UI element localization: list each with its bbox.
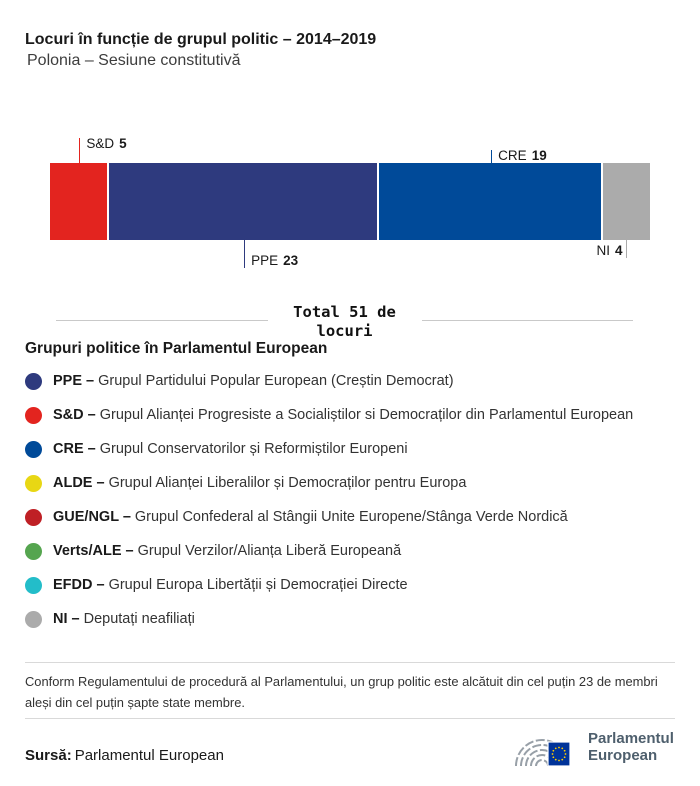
legend-item-vertsale xyxy=(25,534,685,568)
legend-dot-ppe xyxy=(25,373,42,390)
bar-segment-ppe xyxy=(109,163,378,240)
callout-sd xyxy=(79,136,127,163)
footnote: Conform Regulamentului de procedură al Parlamentului, un grup politic este alcătuit din cel puțin 23 de membri aleși din cel puțin șapte state membre. xyxy=(25,674,658,710)
legend-item-name: Grupul Confederal al Stângii Unite Europene/Stânga Verde Nordică xyxy=(134,508,568,525)
page-subtitle: Polonia – Sesiune constitutivă xyxy=(27,52,241,69)
legend-item-abbr: EFDD – xyxy=(53,576,105,593)
ep-logo xyxy=(514,724,674,770)
legend-item-text xyxy=(53,373,454,390)
legend-item-ppe xyxy=(25,364,685,398)
callout-label-cre xyxy=(498,149,547,163)
legend-dot-vertsale xyxy=(25,543,42,560)
legend-item-ni xyxy=(25,602,685,636)
eu-flag-star xyxy=(558,760,560,762)
bar-segment-sd xyxy=(50,163,107,240)
callout-seat-count: 4 xyxy=(614,243,623,258)
callout-seat-count: 23 xyxy=(283,253,299,268)
eu-flag-star xyxy=(552,750,554,752)
legend-item-text xyxy=(53,475,466,492)
legend-item-abbr: CRE – xyxy=(53,440,96,457)
legend-item-name: Grupul Conservatorilor și Reformiștilor Europeni xyxy=(99,440,408,457)
bar-segment-ni xyxy=(603,163,650,240)
page-title: Locuri în funcție de grupul politic – 2014–2019 xyxy=(25,30,377,48)
total-row xyxy=(56,303,633,341)
eu-flag-star xyxy=(564,750,566,752)
stacked-bar xyxy=(50,136,650,268)
eu-flag-star xyxy=(561,759,563,761)
ep-logo-line1: Parlamentul xyxy=(588,730,674,747)
seats-chart xyxy=(50,136,650,268)
source-label: Sursă: xyxy=(25,747,72,764)
eu-flag-star xyxy=(565,753,567,755)
callout-group-name: S&D xyxy=(86,136,115,151)
legend-item-text xyxy=(53,407,633,424)
legend-item-name: Grupul Europa Libertății și Democrației Directe xyxy=(108,576,408,593)
legend-dot-sd xyxy=(25,407,42,424)
legend-item-abbr: NI – xyxy=(53,610,80,627)
legend-item-text xyxy=(53,577,408,594)
legend-item-efdd xyxy=(25,568,685,602)
legend-item-text xyxy=(53,509,568,526)
eu-flag-star xyxy=(555,759,557,761)
legend-item-name: Grupul Verzilor/Alianța Liberă Europeană xyxy=(137,542,402,559)
legend-heading: Grupuri politice în Parlamentul European xyxy=(25,340,328,357)
eu-flag-star xyxy=(558,747,560,749)
callout-label-ni xyxy=(596,244,622,258)
callout-label-ppe xyxy=(251,254,298,268)
legend-item-abbr: Verts/ALE – xyxy=(53,542,134,559)
divider-right xyxy=(422,320,634,321)
total-seats-label: Total 51 de locuri xyxy=(293,303,396,340)
eu-flag-star xyxy=(555,747,557,749)
ep-logo-line2: European xyxy=(588,747,658,764)
callout-label-sd xyxy=(86,137,126,151)
legend-dot-guengl xyxy=(25,509,42,526)
legend-item-name: Grupul Alianței Progresiste a Socialiștilor si Democraților din Parlamentul European xyxy=(99,406,634,423)
legend-item-name: Grupul Alianței Liberalilor și Democraților pentru Europa xyxy=(108,474,467,491)
bar-segment-cre xyxy=(379,163,601,240)
eu-flag xyxy=(548,742,570,766)
callout-group-name: CRE xyxy=(498,148,527,163)
callout-seat-count: 19 xyxy=(531,148,547,163)
legend-dot-ni xyxy=(25,611,42,628)
footnote-divider-bottom xyxy=(25,718,675,719)
callout-ni xyxy=(596,240,627,258)
callout-cre xyxy=(491,148,547,163)
legend-dot-alde xyxy=(25,475,42,492)
callout-seat-count: 5 xyxy=(119,136,127,151)
source-text: Parlamentul European xyxy=(74,747,224,764)
legend-item-abbr: S&D – xyxy=(53,406,96,423)
legend-item-abbr: GUE/NGL – xyxy=(53,508,131,525)
legend-item-text xyxy=(53,611,195,628)
callout-group-name: PPE xyxy=(251,253,279,268)
ep-logo-text xyxy=(588,730,674,764)
footnote-divider-top xyxy=(25,662,675,663)
legend-item-text xyxy=(53,543,401,560)
ep-hemicycle-icon xyxy=(514,724,580,770)
legend xyxy=(25,364,685,636)
legend-item-text xyxy=(53,441,408,458)
legend-item-abbr: PPE – xyxy=(53,372,95,389)
legend-dot-efdd xyxy=(25,577,42,594)
callout-ppe xyxy=(244,240,299,268)
legend-item-name: Deputați neafiliați xyxy=(83,610,195,627)
eu-flag-star xyxy=(552,756,554,758)
legend-item-alde xyxy=(25,466,685,500)
legend-dot-cre xyxy=(25,441,42,458)
legend-item-name: Grupul Partidului Popular European (Creștin Democrat) xyxy=(98,372,454,389)
legend-item-abbr: ALDE – xyxy=(53,474,105,491)
legend-item-cre xyxy=(25,432,685,466)
legend-item-sd xyxy=(25,398,685,432)
divider-left xyxy=(56,320,268,321)
eu-flag-star xyxy=(552,753,554,755)
legend-item-guengl xyxy=(25,500,685,534)
eu-flag-star xyxy=(564,756,566,758)
source-line xyxy=(25,747,224,764)
callout-group-name: NI xyxy=(596,243,610,258)
eu-flag-star xyxy=(561,747,563,749)
